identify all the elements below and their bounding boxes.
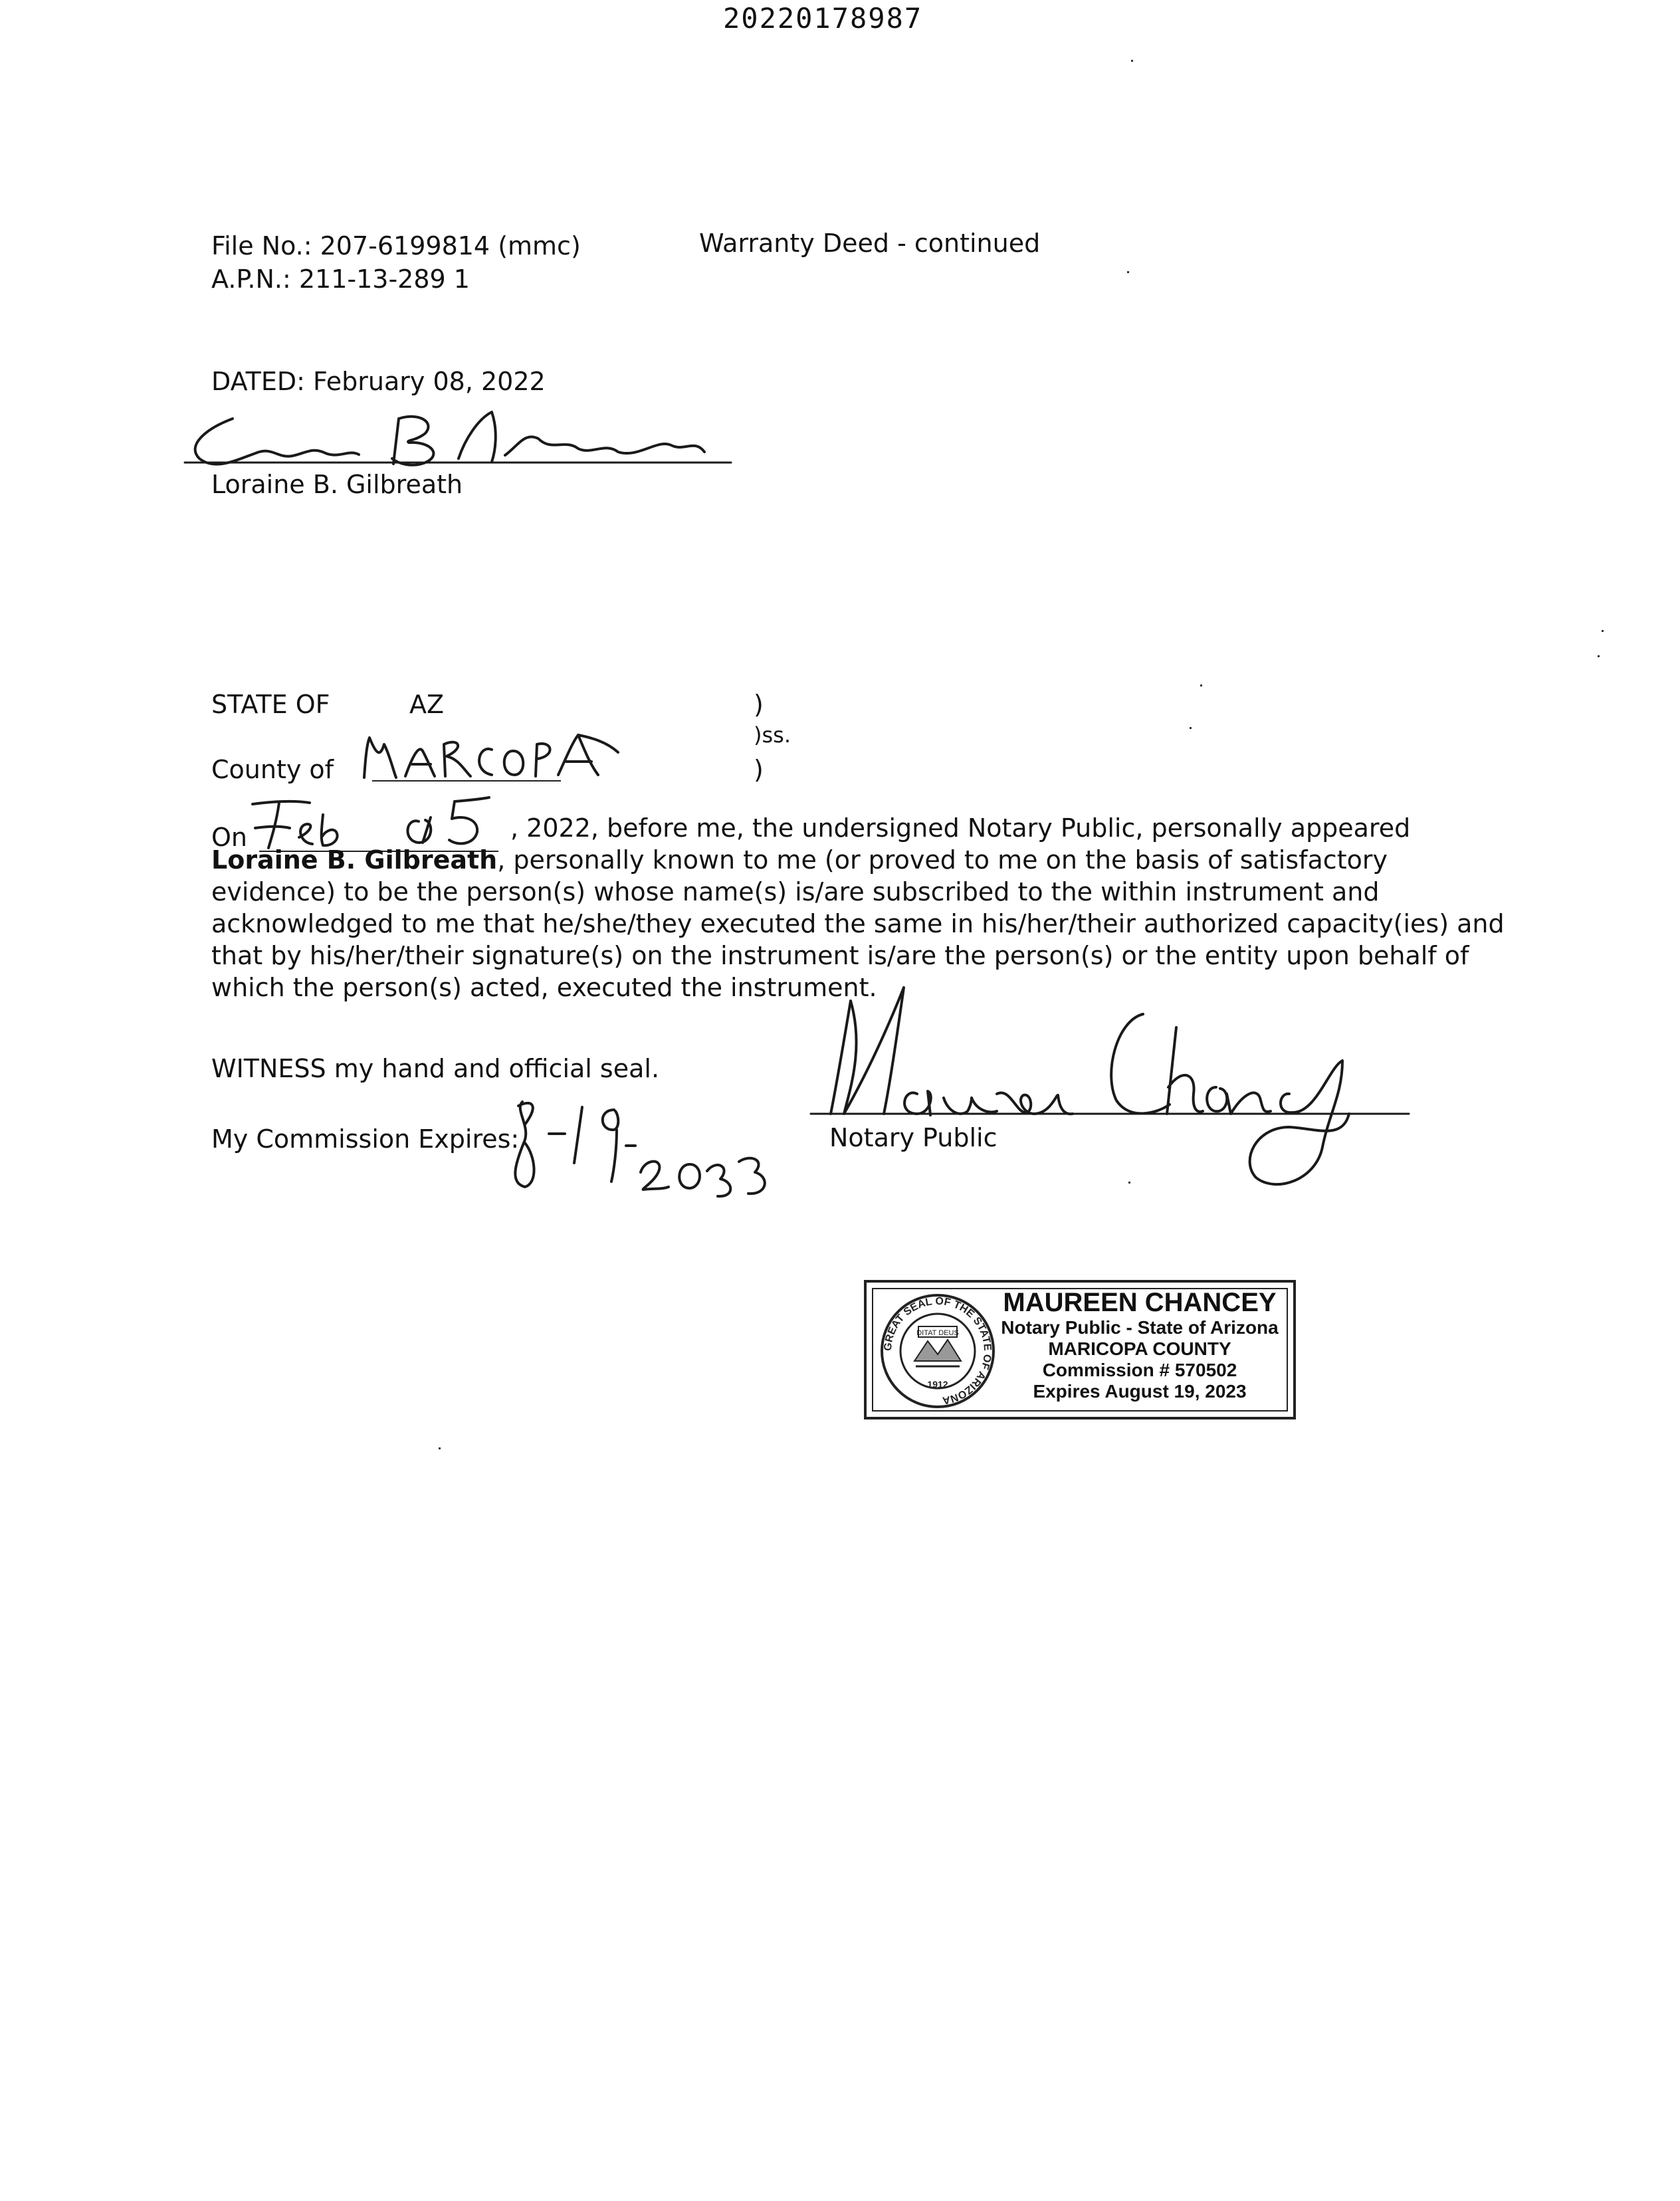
- file-number: File No.: 207-6199814 (mmc): [211, 231, 581, 261]
- seal-year: 1912: [927, 1379, 948, 1390]
- ack-text-1: , 2022, before me, the undersigned Notary Public, personally appeared: [510, 813, 1411, 843]
- apn-number: A.P.N.: 211-13-289 1: [211, 264, 470, 294]
- scan-speck: [439, 1447, 441, 1449]
- on-label: On: [211, 823, 247, 852]
- scan-speck: [1190, 727, 1192, 729]
- commission-expiry-handwritten: [505, 1090, 771, 1203]
- scan-speck: [1602, 630, 1604, 632]
- notary-signature: [797, 981, 1422, 1200]
- commission-label: My Commission Expires:: [211, 1124, 520, 1154]
- stamp-text-block: [984, 1283, 1296, 1402]
- ack-signer-name: Loraine B. Gilbreath: [211, 845, 498, 875]
- county-label: County of: [211, 755, 334, 784]
- dated-line: DATED: February 08, 2022: [211, 367, 546, 396]
- stamp-commission: Commission # 570502: [1042, 1360, 1237, 1380]
- venue-paren-bottom: ): [754, 755, 764, 784]
- notary-public-label: Notary Public: [829, 1123, 998, 1152]
- document-number: 20220178987: [723, 2, 923, 35]
- document-title: Warranty Deed - continued: [699, 229, 1041, 258]
- seal-ring-text: GREAT SEAL OF THE STATE OF ARIZONA: [882, 1295, 994, 1406]
- grantor-name: Loraine B. Gilbreath: [211, 470, 463, 499]
- scan-speck: [1131, 60, 1133, 62]
- state-value: AZ: [409, 690, 445, 719]
- ack-text-2: , personally known to me (or proved to me on the basis of satisfactory evidence) to be the person(s) whose name(s) is/are subscribed to the within instrument and acknowledged to me that he/she/they executed the same in his/her/their authorized capacity(ies) and that by his/her/their signature(s) on the instrument is/are the person(s) or the entity upon behalf of which the person(s) acted, executed the instrument.: [211, 845, 1505, 1002]
- county-underline: [372, 780, 561, 782]
- state-seal-icon: [875, 1288, 1001, 1414]
- scan-speck: [1598, 655, 1600, 657]
- scan-speck: [1128, 1182, 1130, 1184]
- stamp-county: MARICOPA COUNTY: [1048, 1338, 1231, 1359]
- state-label: STATE OF: [211, 690, 330, 719]
- stamp-notary-title: Notary Public - State of Arizona: [1001, 1317, 1279, 1338]
- venue-paren-ss: )ss.: [754, 722, 791, 748]
- seal-motto: DITAT DEUS: [916, 1329, 959, 1337]
- stamp-notary-name: MAUREEN CHANCEY: [1003, 1288, 1277, 1317]
- witness-text: WITNESS my hand and official seal.: [211, 1054, 660, 1083]
- venue-paren-top: ): [754, 690, 764, 719]
- stamp-expires: Expires August 19, 2023: [1033, 1381, 1247, 1402]
- acknowledgment-paragraph: [211, 812, 1507, 1003]
- notary-stamp: [864, 1280, 1296, 1419]
- scan-speck: [1127, 271, 1129, 273]
- scan-speck: [1200, 684, 1202, 686]
